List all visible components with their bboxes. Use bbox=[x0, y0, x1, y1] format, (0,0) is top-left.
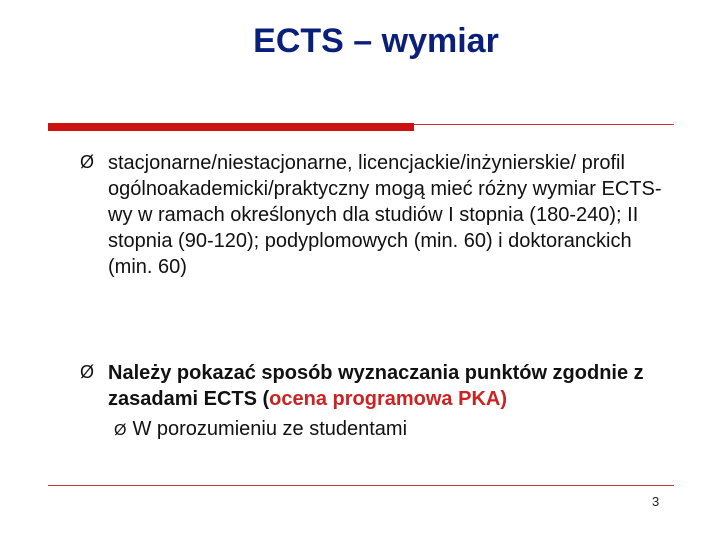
bullet-item-1 bbox=[80, 150, 680, 280]
sub-bullet-text: W porozumieniu ze studentami bbox=[132, 418, 408, 440]
bullet-text-2-highlight: ocena programowa PKA) bbox=[269, 388, 507, 410]
title-divider-thick bbox=[48, 123, 414, 131]
bullet-text-2 bbox=[108, 360, 680, 412]
footer-divider bbox=[48, 485, 674, 486]
bullet-item-2 bbox=[80, 360, 680, 444]
slide-title: ECTS – wymiar bbox=[253, 22, 499, 60]
sub-bullet-item bbox=[114, 416, 680, 444]
arrow-bullet-icon: Ø bbox=[114, 422, 127, 439]
arrow-bullet-icon: Ø bbox=[80, 152, 95, 172]
bullet-text-2-main: Należy pokazać sposób wyznaczania punktów zgodnie z zasadami ECTS ( bbox=[108, 362, 644, 410]
page-number: 3 bbox=[652, 494, 660, 509]
arrow-bullet-icon: Ø bbox=[80, 362, 95, 382]
bullet-text-1: stacjonarne/niestacjonarne, licencjackie/inżynierskie/ profil ogólnoakademicki/praktyczny mogą mieć różny wymiar ECTS-wy w ramach określonych dla studiów I stopnia (180-240); II stopnia (90-120); podyplomowych (min. 60) i doktoranckich (min. 60) bbox=[108, 152, 662, 278]
